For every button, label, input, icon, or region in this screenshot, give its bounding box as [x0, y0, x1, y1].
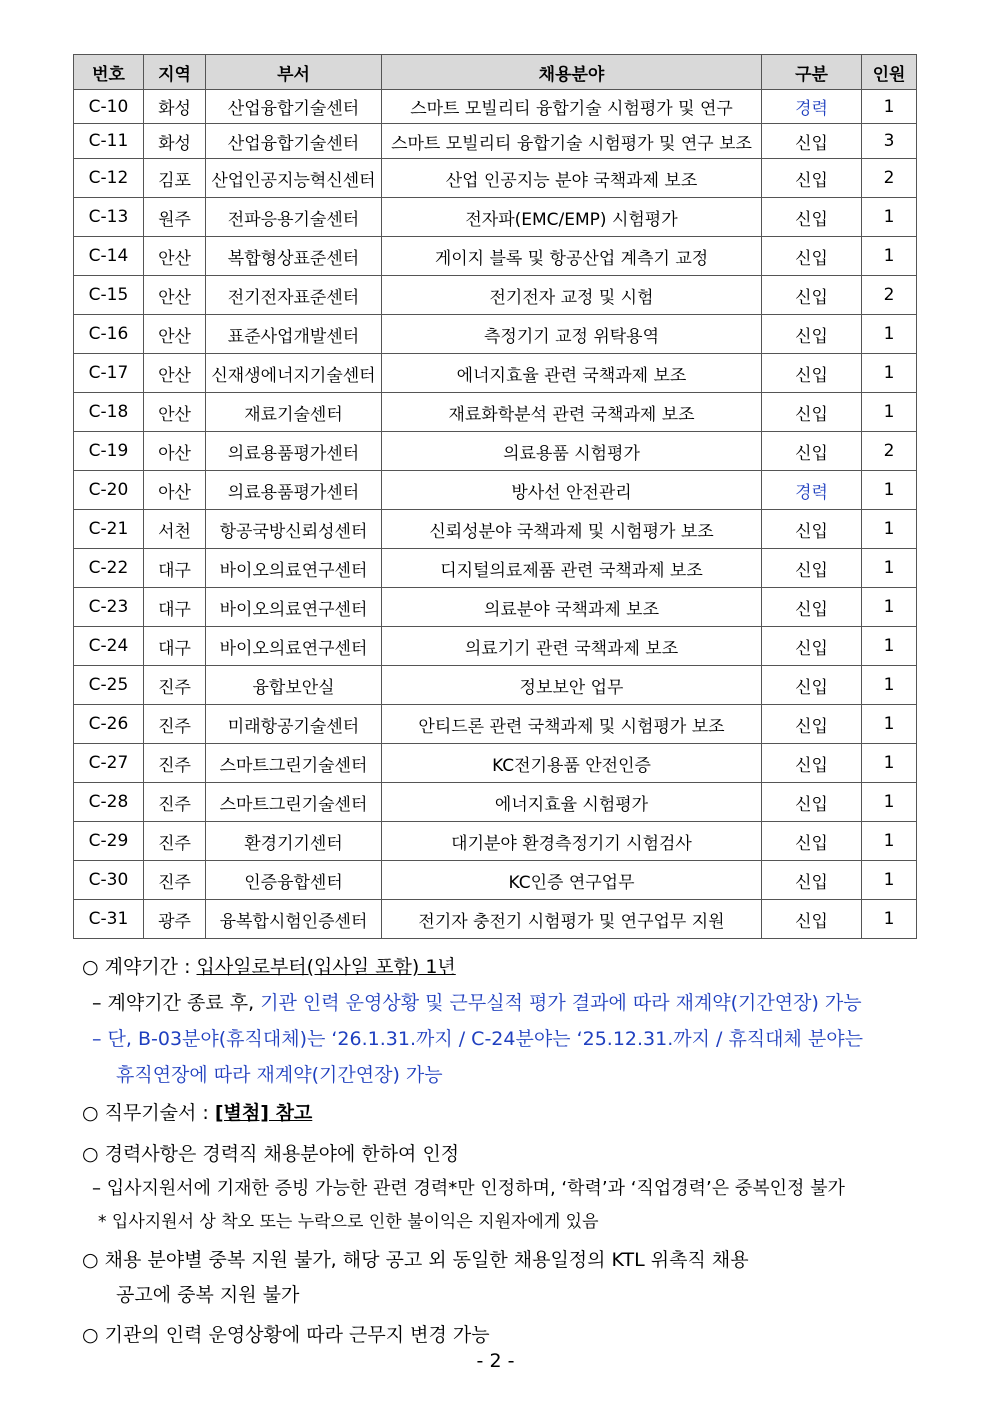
cell-region: 안산 — [144, 276, 206, 315]
cell-field: 전기자 충전기 시험평가 및 연구업무 지원 — [382, 900, 762, 939]
page-number: - 2 - — [476, 1350, 515, 1372]
cell-number: C-31 — [74, 900, 144, 939]
cell-type: 신입 — [762, 510, 862, 549]
contract-period — [82, 950, 456, 985]
career-footnote: * 입사지원서 상 착오 또는 누락으로 인한 불이익은 지원자에게 있음 — [98, 1212, 599, 1232]
cell-region: 진주 — [144, 783, 206, 822]
table-row — [74, 783, 917, 822]
contract-renewal-text: 기관 인력 운영상황 및 근무실적 평가 결과에 따라 재계약(기간연장) 가능 — [260, 992, 862, 1014]
cell-count: 1 — [862, 471, 917, 510]
cell-count: 1 — [862, 510, 917, 549]
cell-count: 2 — [862, 276, 917, 315]
cell-region: 안산 — [144, 237, 206, 276]
cell-type: 신입 — [762, 237, 862, 276]
cell-department: 융복합시험인증센터 — [206, 900, 382, 939]
cell-field: 에너지효율 관련 국책과제 보조 — [382, 354, 762, 393]
cell-region: 원주 — [144, 198, 206, 237]
cell-count: 2 — [862, 432, 917, 471]
cell-type: 경력 — [762, 471, 862, 510]
table-row — [74, 627, 917, 666]
cell-field: 측정기기 교정 위탁용역 — [382, 315, 762, 354]
job-description-label: ○ 직무기술서 : — [82, 1102, 215, 1124]
table-row — [74, 900, 917, 939]
table-row — [74, 666, 917, 705]
cell-field: 방사선 안전관리 — [382, 471, 762, 510]
cell-number: C-10 — [74, 90, 144, 124]
cell-type: 신입 — [762, 588, 862, 627]
cell-region: 서천 — [144, 510, 206, 549]
table-row — [74, 744, 917, 783]
header-department: 부서 — [206, 55, 382, 90]
leave-replacement-line1: – 단, B-03분야(휴직대체)는 ‘26.1.31.까지 / C-24분야는 ‘25.12.31.까지 / 휴직대체 분야는 — [92, 1028, 863, 1050]
cell-count: 1 — [862, 393, 917, 432]
cell-count: 1 — [862, 627, 917, 666]
cell-region: 안산 — [144, 393, 206, 432]
contract-renewal-prefix: – 계약기간 종료 후, — [92, 992, 261, 1014]
cell-region: 아산 — [144, 432, 206, 471]
table-row — [74, 471, 917, 510]
cell-number: C-30 — [74, 861, 144, 900]
cell-field: 에너지효율 시험평가 — [382, 783, 762, 822]
cell-number: C-29 — [74, 822, 144, 861]
cell-field: 안티드론 관련 국책과제 및 시험평가 보조 — [382, 705, 762, 744]
cell-department: 재료기술센터 — [206, 393, 382, 432]
table-row — [74, 510, 917, 549]
table-row — [74, 90, 917, 124]
cell-number: C-26 — [74, 705, 144, 744]
duplicate-application-line1: ○ 채용 분야별 중복 지원 불가, 해당 공고 외 동일한 채용일정의 KTL 위촉직 채용 — [82, 1249, 749, 1271]
cell-department: 인증융합센터 — [206, 861, 382, 900]
header-type: 구분 — [762, 55, 862, 90]
cell-department: 신재생에너지기술센터 — [206, 354, 382, 393]
cell-type: 신입 — [762, 276, 862, 315]
table-row — [74, 159, 917, 198]
header-count: 인원 — [862, 55, 917, 90]
cell-number: C-15 — [74, 276, 144, 315]
cell-region: 김포 — [144, 159, 206, 198]
cell-type: 신입 — [762, 124, 862, 159]
cell-type: 신입 — [762, 861, 862, 900]
table-row — [74, 354, 917, 393]
cell-number: C-18 — [74, 393, 144, 432]
cell-region: 진주 — [144, 666, 206, 705]
cell-type: 신입 — [762, 627, 862, 666]
cell-count: 1 — [862, 861, 917, 900]
table-row — [74, 276, 917, 315]
cell-count: 1 — [862, 237, 917, 276]
cell-count: 1 — [862, 549, 917, 588]
table-row — [74, 315, 917, 354]
header-region: 지역 — [144, 55, 206, 90]
cell-region: 안산 — [144, 354, 206, 393]
cell-type: 신입 — [762, 315, 862, 354]
cell-department: 표준사업개발센터 — [206, 315, 382, 354]
cell-number: C-20 — [74, 471, 144, 510]
cell-department: 의료용품평가센터 — [206, 432, 382, 471]
table-row — [74, 432, 917, 471]
cell-department: 의료용품평가센터 — [206, 471, 382, 510]
cell-type: 경력 — [762, 90, 862, 124]
job-description-value: [별첨] 참고 — [214, 1102, 313, 1124]
cell-type: 신입 — [762, 432, 862, 471]
cell-field: KC인증 연구업무 — [382, 861, 762, 900]
cell-department: 바이오의료연구센터 — [206, 588, 382, 627]
header-number: 번호 — [74, 55, 144, 90]
cell-department: 환경기기센터 — [206, 822, 382, 861]
cell-field: 산업 인공지능 분야 국책과제 보조 — [382, 159, 762, 198]
cell-department: 산업융합기술센터 — [206, 124, 382, 159]
cell-number: C-21 — [74, 510, 144, 549]
table-row — [74, 588, 917, 627]
cell-department: 스마트그린기술센터 — [206, 744, 382, 783]
cell-field: 대기분야 환경측정기기 시험검사 — [382, 822, 762, 861]
cell-region: 진주 — [144, 822, 206, 861]
cell-region: 대구 — [144, 549, 206, 588]
cell-count: 1 — [862, 666, 917, 705]
cell-department: 바이오의료연구센터 — [206, 627, 382, 666]
cell-count: 3 — [862, 124, 917, 159]
cell-type: 신입 — [762, 705, 862, 744]
cell-number: C-27 — [74, 744, 144, 783]
cell-region: 광주 — [144, 900, 206, 939]
table-row — [74, 861, 917, 900]
cell-count: 1 — [862, 198, 917, 237]
contract-renewal — [92, 986, 862, 1021]
cell-region: 아산 — [144, 471, 206, 510]
cell-department: 전파응용기술센터 — [206, 198, 382, 237]
cell-number: C-13 — [74, 198, 144, 237]
cell-count: 1 — [862, 783, 917, 822]
cell-count: 1 — [862, 744, 917, 783]
cell-count: 1 — [862, 822, 917, 861]
workplace-change: ○ 기관의 인력 운영상황에 따라 근무지 변경 가능 — [82, 1324, 490, 1346]
cell-count: 1 — [862, 315, 917, 354]
cell-type: 신입 — [762, 393, 862, 432]
cell-field: 디지털의료제품 관련 국책과제 보조 — [382, 549, 762, 588]
table-row — [74, 822, 917, 861]
cell-region: 진주 — [144, 744, 206, 783]
cell-type: 신입 — [762, 354, 862, 393]
table-row — [74, 705, 917, 744]
cell-field: 의료용품 시험평가 — [382, 432, 762, 471]
leave-replacement-line2: 휴직연장에 따라 재계약(기간연장) 가능 — [116, 1064, 443, 1086]
cell-number: C-24 — [74, 627, 144, 666]
cell-number: C-14 — [74, 237, 144, 276]
cell-count: 1 — [862, 588, 917, 627]
cell-field: KC전기용품 안전인증 — [382, 744, 762, 783]
career-recognition-detail: – 입사지원서에 기재한 증빙 가능한 관련 경력*만 인정하며, ‘학력’과 ‘직업경력’은 중복인정 불가 — [92, 1178, 845, 1199]
cell-field: 의료분야 국책과제 보조 — [382, 588, 762, 627]
cell-region: 대구 — [144, 627, 206, 666]
cell-type: 신입 — [762, 822, 862, 861]
table-row — [74, 393, 917, 432]
cell-department: 항공국방신뢰성센터 — [206, 510, 382, 549]
cell-region: 진주 — [144, 705, 206, 744]
cell-count: 2 — [862, 159, 917, 198]
cell-number: C-16 — [74, 315, 144, 354]
cell-count: 1 — [862, 90, 917, 124]
cell-number: C-11 — [74, 124, 144, 159]
cell-field: 의료기기 관련 국책과제 보조 — [382, 627, 762, 666]
cell-department: 융합보안실 — [206, 666, 382, 705]
cell-number: C-23 — [74, 588, 144, 627]
cell-department: 산업인공지능혁신센터 — [206, 159, 382, 198]
cell-number: C-28 — [74, 783, 144, 822]
cell-type: 신입 — [762, 159, 862, 198]
cell-department: 바이오의료연구센터 — [206, 549, 382, 588]
cell-count: 1 — [862, 354, 917, 393]
cell-department: 복합형상표준센터 — [206, 237, 382, 276]
cell-count: 1 — [862, 900, 917, 939]
cell-department: 스마트그린기술센터 — [206, 783, 382, 822]
job-description — [82, 1096, 312, 1131]
cell-number: C-19 — [74, 432, 144, 471]
cell-region: 대구 — [144, 588, 206, 627]
cell-field: 스마트 모빌리티 융합기술 시험평가 및 연구 — [382, 90, 762, 124]
cell-region: 진주 — [144, 861, 206, 900]
cell-department: 전기전자표준센터 — [206, 276, 382, 315]
cell-field: 스마트 모빌리티 융합기술 시험평가 및 연구 보조 — [382, 124, 762, 159]
cell-field: 신뢰성분야 국책과제 및 시험평가 보조 — [382, 510, 762, 549]
cell-field: 재료화학분석 관련 국책과제 보조 — [382, 393, 762, 432]
cell-department: 미래항공기술센터 — [206, 705, 382, 744]
recruitment-table — [73, 54, 917, 939]
cell-field: 정보보안 업무 — [382, 666, 762, 705]
duplicate-application-line2: 공고에 중복 지원 불가 — [116, 1284, 300, 1306]
cell-type: 신입 — [762, 900, 862, 939]
table-row — [74, 549, 917, 588]
contract-label: ○ 계약기간 : — [82, 956, 197, 978]
cell-region: 화성 — [144, 90, 206, 124]
cell-number: C-25 — [74, 666, 144, 705]
table-row — [74, 198, 917, 237]
cell-type: 신입 — [762, 744, 862, 783]
contract-value: 입사일로부터(입사일 포함) 1년 — [196, 956, 456, 978]
table-row — [74, 237, 917, 276]
cell-department: 산업융합기술센터 — [206, 90, 382, 124]
cell-region: 화성 — [144, 124, 206, 159]
cell-type: 신입 — [762, 666, 862, 705]
cell-type: 신입 — [762, 198, 862, 237]
cell-count: 1 — [862, 705, 917, 744]
cell-number: C-22 — [74, 549, 144, 588]
header-field: 채용분야 — [382, 55, 762, 90]
cell-field: 전기전자 교정 및 시험 — [382, 276, 762, 315]
cell-field: 전자파(EMC/EMP) 시험평가 — [382, 198, 762, 237]
cell-field: 게이지 블록 및 항공산업 계측기 교정 — [382, 237, 762, 276]
table-header-row — [74, 55, 917, 90]
career-recognition: ○ 경력사항은 경력직 채용분야에 한하여 인정 — [82, 1143, 460, 1165]
cell-number: C-17 — [74, 354, 144, 393]
cell-type: 신입 — [762, 549, 862, 588]
cell-number: C-12 — [74, 159, 144, 198]
table-row — [74, 124, 917, 159]
cell-region: 안산 — [144, 315, 206, 354]
cell-type: 신입 — [762, 783, 862, 822]
